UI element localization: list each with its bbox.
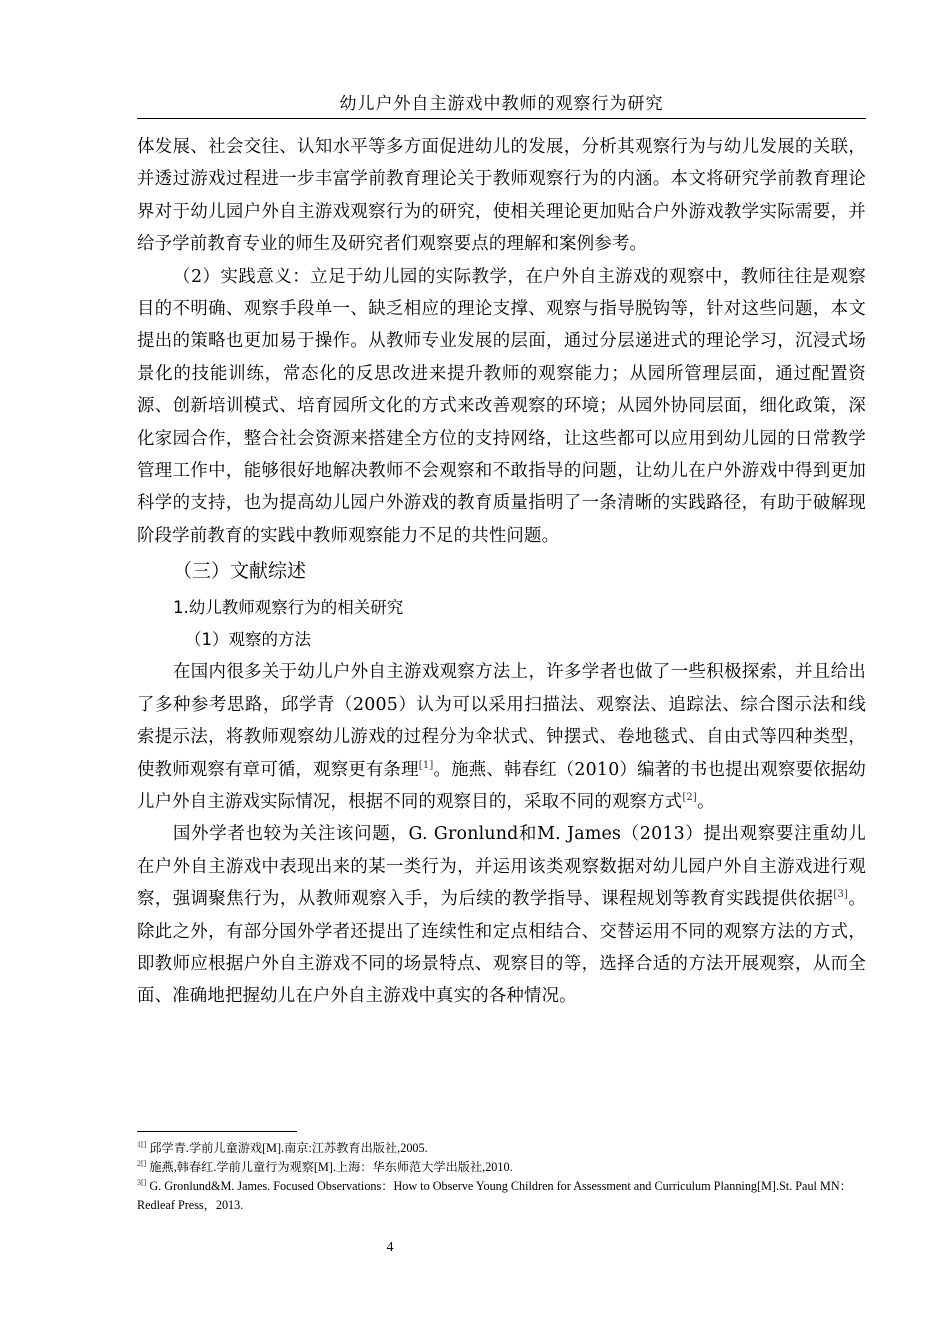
paragraph-text: 。施燕、韩春红（2010）编著的书也提出观察要依据幼儿户外自主游戏实际情况，根据不同的观察目的，采取不同的观察方式	[137, 759, 866, 812]
footnote-mark: 1[]	[137, 1140, 147, 1149]
body-text	[137, 131, 866, 1013]
subsubsection-heading: （1）观察的方法	[185, 630, 311, 650]
section-heading: （三）文献综述	[173, 560, 307, 583]
footnote-text: G. Gronlund&M. James. Focused Observations：How to Observe Young Children for Assessment and Curriculum Planning[M].St. Paul MN：Redleaf Press，2013.	[137, 1179, 852, 1212]
paragraph-foreign-research	[137, 818, 866, 1012]
paragraph-text: 国外学者也较为关注该问题，G. Gronlund和M. James（2013）提出观察要注重幼儿在户外自主游戏中表现出来的某一类行为，并运用该类观察数据对幼儿园户外自主游戏进行观察，强调聚焦行为，从教师观察入手，为后续的教学指导、课程规划等教育实践提供依据	[137, 824, 866, 910]
footnote-text: 施燕,韩春红.学前儿童行为观察[M].上海：华东师范大学出版社,2010.	[146, 1160, 513, 1174]
footnote-rule	[137, 1131, 297, 1132]
paragraph-domestic-research	[137, 656, 866, 818]
running-header: 幼儿户外自主游戏中教师的观察行为研究	[339, 94, 664, 114]
paragraph-theory-significance: 体发展、社会交往、认知水平等多方面促进幼儿的发展，分析其观察行为与幼儿发展的关联，并透过游戏过程进一步丰富学前教育理论关于教师观察行为的内涵。本文将研究学前教育理论界对于幼儿园户外自主游戏观察行为的研究，使相关理论更加贴合户外游戏教学实际需要，并给予学前教育专业的师生及研究者们观察要点的理解和案例参考。	[137, 137, 866, 255]
paragraph-text: 。除此之外，有部分国外学者还提出了连续性和定点相结合、交替运用不同的观察方法的方式，即教师应根据户外自主游戏不同的场景特点、观察目的等，选择合适的方法开展观察，从而全面、准确地把握幼儿在户外自主游戏中真实的各种情况。	[137, 889, 866, 1007]
paragraph-text: 。	[697, 791, 715, 812]
footnotes	[137, 1139, 866, 1215]
citation-1[interactable]: [1]	[418, 759, 434, 771]
citation-3[interactable]: [3]	[833, 889, 849, 901]
footnote-2	[137, 1158, 866, 1177]
footnote-mark: 3[]	[137, 1178, 147, 1187]
footnote-text: 邱学青.学前儿童游戏[M].南京:江苏教育出版社,2005.	[146, 1141, 428, 1155]
subsection-heading: 1.幼儿教师观察行为的相关研究	[173, 598, 404, 618]
footnote-1	[137, 1139, 866, 1158]
paragraph-text: 在国内很多关于幼儿户外自主游戏观察方法上，许多学者也做了一些积极探索，并且给出了多种参考思路，邱学青（2005）认为可以采用扫描法、观察法、追踪法、综合图示法和线索提示法，将教师观察幼儿游戏的过程分为伞状式、钟摆式、卷地毯式、自由式等四种类型，使教师观察有章可循，观察更有条理	[137, 662, 866, 780]
page-number: 4	[386, 1240, 394, 1255]
header-rule	[137, 118, 866, 119]
footnote-3	[137, 1177, 866, 1215]
citation-2[interactable]: [2]	[682, 791, 698, 803]
footnote-mark: 2[]	[137, 1159, 147, 1168]
paragraph-practical-significance: （2）实践意义：立足于幼儿园的实际教学，在户外自主游戏的观察中，教师往往是观察目的不明确、观察手段单一、缺乏相应的理论支撑、观察与指导脱钩等，针对这些问题，本文提出的策略也更加易于操作。从教师专业发展的层面，通过分层递进式的理论学习，沉浸式场景化的技能训练，常态化的反思改进来提升教师的观察能力；从园所管理层面，通过配置资源、创新培训模式、培育园所文化的方式来改善观察的环境；从园外协同层面，细化政策，深化家园合作，整合社会资源来搭建全方位的支持网络，让这些都可以应用到幼儿园的日常教学管理工作中，能够很好地解决教师不会观察和不敢指导的问题，让幼儿在户外游戏中得到更加科学的支持，也为提高幼儿园户外游戏的教育质量指明了一条清晰的实践路径，有助于破解现阶段学前教育的实践中教师观察能力不足的共性问题。	[137, 266, 866, 546]
